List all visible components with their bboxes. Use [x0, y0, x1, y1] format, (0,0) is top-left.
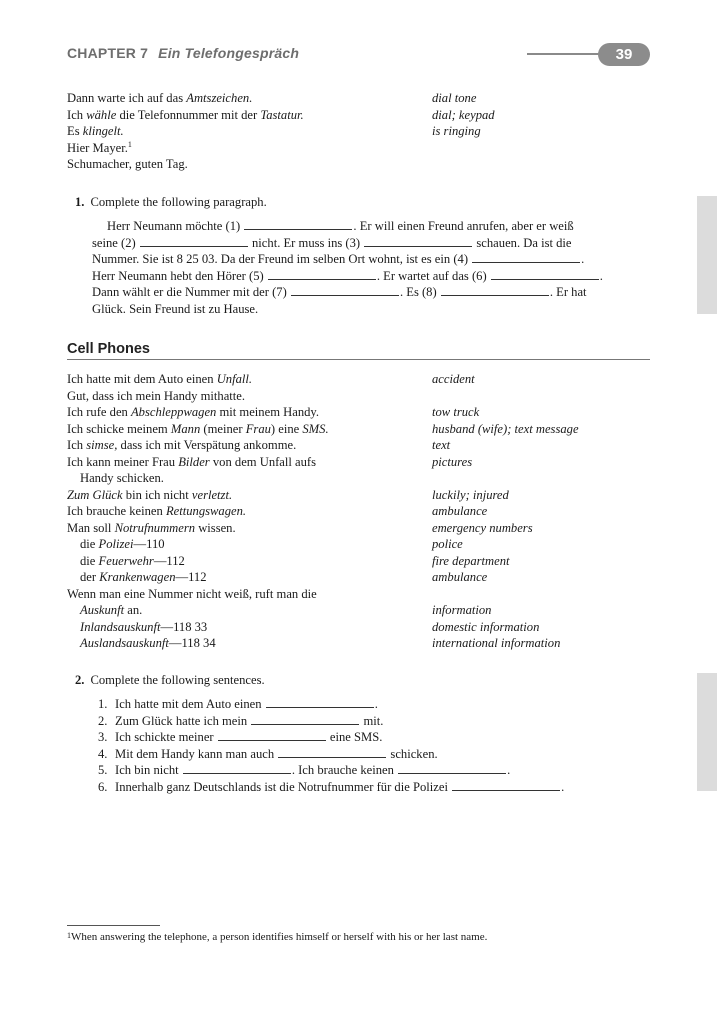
english-gloss: international information — [432, 636, 561, 650]
german-sentence — [67, 388, 245, 405]
english-gloss: luckily; injured — [432, 487, 509, 502]
english-gloss: ambulance — [432, 504, 488, 518]
header-rule — [527, 53, 607, 55]
vocab-term: Rettungswagen. — [165, 504, 247, 518]
vocab-row — [67, 536, 657, 553]
text-run: —118 34 — [168, 636, 216, 650]
answer-blank[interactable] — [398, 762, 506, 774]
answer-blank[interactable] — [268, 268, 376, 280]
footnote-text: When answering the telephone, a person identifies himself or herself with his or her last name. — [71, 931, 488, 943]
text-run: Ich brauche keinen — [67, 504, 166, 518]
vocab-row — [67, 553, 657, 570]
english-gloss: tow truck — [432, 405, 480, 419]
german-sentence — [67, 437, 296, 454]
text-run: Herr Neumann möchte (1) — [107, 219, 244, 233]
text-run: dass ich mit Verspätung ankomme. — [117, 438, 297, 452]
german-sentence — [67, 90, 252, 107]
text-run: an. — [124, 603, 143, 617]
text-run: Ich bin nicht — [115, 763, 182, 777]
item-number: 5. — [98, 763, 108, 777]
vocab-term: wähle — [86, 107, 117, 122]
text-run: die — [80, 553, 99, 568]
text-run: Innerhalb ganz Deutschlands ist die Notrufnummer für die Polizei — [115, 779, 452, 794]
running-header — [67, 45, 299, 61]
vocab-row — [67, 123, 657, 140]
text-run: Dann warte ich auf das — [67, 91, 187, 105]
answer-blank[interactable] — [218, 729, 326, 741]
vocab-row — [67, 107, 657, 124]
exercise-item — [98, 779, 688, 796]
text-run: von dem Unfall aufs — [209, 454, 317, 469]
answer-blank[interactable] — [183, 762, 291, 774]
text-run: . Es (8) — [399, 285, 440, 300]
vocab-term: Bilder — [178, 454, 210, 469]
exercise-number: 2. — [75, 673, 85, 687]
answer-blank[interactable] — [278, 746, 386, 758]
vocab-row — [67, 388, 657, 405]
english-gloss: is ringing — [432, 124, 481, 138]
vocab-term: Amtszeichen. — [186, 91, 253, 105]
exercise-item — [98, 729, 688, 746]
german-sentence — [67, 635, 216, 652]
paragraph-line — [92, 251, 682, 268]
paragraph-line — [92, 235, 682, 252]
vocab-term: simse, — [86, 438, 118, 452]
german-sentence — [67, 520, 236, 537]
paragraph-line — [92, 268, 682, 285]
answer-blank[interactable] — [491, 268, 599, 280]
vocab-row — [67, 454, 657, 471]
german-sentence — [67, 107, 304, 124]
text-run: . Er hat — [549, 285, 587, 300]
exercise-item — [98, 696, 688, 713]
exercise-item — [98, 746, 688, 763]
text-run: —110 — [133, 537, 165, 551]
text-run: —112 — [175, 570, 207, 584]
german-sentence — [67, 371, 252, 388]
text-run: die — [80, 537, 99, 551]
text-run: (meiner — [200, 421, 246, 436]
vocab-row — [67, 437, 657, 454]
english-gloss: husband (wife); text message — [432, 421, 579, 436]
page-number: 39 — [598, 43, 650, 66]
vocab-term: Inlandsauskunft — [80, 619, 161, 634]
footnote-marker: 1 — [67, 931, 71, 940]
vocab-term: Unfall. — [216, 372, 253, 386]
text-run: Dann wählt er die Nummer mit der (7) — [92, 285, 290, 300]
vocab-row — [67, 520, 657, 537]
vocab-term: Feuerwehr — [98, 553, 154, 568]
text-run: der — [80, 570, 100, 584]
text-run: schicken. — [387, 746, 438, 761]
german-sentence — [67, 569, 207, 586]
text-run: wissen. — [195, 520, 236, 535]
vocab-term: Tastatur. — [260, 107, 304, 122]
exercise-1-paragraph — [92, 218, 682, 318]
english-gloss: ambulance — [432, 570, 488, 584]
paragraph-line — [92, 301, 682, 318]
item-number: 3. — [98, 730, 108, 744]
text-run: mit. — [360, 713, 384, 728]
german-sentence — [67, 619, 207, 636]
section-title: Cell Phones — [67, 341, 650, 360]
vocab-term: Polizei — [98, 537, 134, 551]
english-gloss: text — [432, 438, 451, 452]
vocab-term: Frau — [245, 421, 271, 436]
text-run: . — [599, 268, 603, 283]
side-thumb-tab — [697, 673, 717, 791]
text-run: die Telefonnummer mit der — [116, 107, 261, 122]
exercise-number: 1. — [75, 195, 85, 209]
text-run: Ich — [67, 438, 87, 452]
english-gloss: domestic information — [432, 619, 540, 634]
item-number: 1. — [98, 697, 108, 711]
answer-blank[interactable] — [472, 251, 580, 263]
text-run: Ich rufe den — [67, 405, 131, 419]
english-gloss: dial tone — [432, 91, 477, 105]
vocab-list-telephone — [67, 90, 657, 173]
text-run: ) eine — [270, 421, 303, 436]
text-run: Wenn man eine Nummer nicht weiß, ruft man die — [67, 586, 317, 601]
exercise-2-items — [98, 696, 688, 795]
item-number: 4. — [98, 746, 108, 761]
side-thumb-tab — [697, 196, 717, 314]
text-run: Glück. Sein Freund ist zu Hause. — [92, 301, 259, 316]
english-gloss: pictures — [432, 454, 473, 469]
answer-blank[interactable] — [364, 235, 472, 247]
german-sentence — [67, 454, 316, 471]
text-run: seine (2) — [92, 235, 139, 250]
footnote — [67, 931, 487, 943]
vocab-row — [67, 371, 657, 388]
vocab-term: SMS. — [302, 421, 329, 436]
answer-blank[interactable] — [140, 235, 248, 247]
vocab-row — [67, 503, 657, 520]
answer-blank[interactable] — [291, 284, 399, 296]
german-sentence — [67, 536, 165, 553]
text-run: Ich schicke meinem — [67, 421, 171, 436]
answer-blank[interactable] — [251, 713, 359, 725]
vocab-row — [67, 404, 657, 421]
text-run: Herr Neumann hebt den Hörer (5) — [92, 268, 267, 283]
text-run: . — [507, 763, 511, 777]
vocab-term: Krankenwagen — [99, 570, 176, 584]
chapter-label: CHAPTER 7 — [67, 45, 149, 61]
german-sentence — [67, 470, 164, 487]
text-run: Ich kann meiner Frau — [67, 454, 179, 469]
chapter-title: Ein Telefongespräch — [158, 45, 300, 61]
text-run: Zum Glück hatte ich mein — [115, 713, 251, 728]
answer-blank[interactable] — [441, 284, 549, 296]
paragraph-line — [92, 284, 682, 301]
exercise-item — [98, 762, 688, 779]
exercise-instruction: Complete the following paragraph. — [90, 195, 267, 209]
vocab-term: Abschleppwagen — [130, 405, 217, 419]
vocab-row — [67, 602, 657, 619]
german-sentence — [67, 140, 132, 157]
text-run: . — [374, 697, 378, 711]
vocab-row — [67, 635, 657, 652]
vocab-row — [67, 140, 657, 157]
answer-blank[interactable] — [244, 218, 352, 230]
vocab-row — [67, 90, 657, 107]
german-sentence — [67, 503, 246, 520]
vocab-row — [67, 421, 657, 438]
german-sentence — [67, 602, 142, 619]
text-run: . — [581, 252, 585, 267]
text-run: —118 33 — [160, 619, 208, 634]
exercise-1-heading — [75, 195, 267, 210]
text-run: . Ich brauche keinen — [291, 763, 398, 777]
german-sentence — [67, 487, 232, 504]
answer-blank[interactable] — [266, 696, 374, 708]
vocab-row — [67, 619, 657, 636]
answer-blank[interactable] — [452, 779, 560, 791]
footnote-ref: 1 — [127, 139, 132, 149]
german-sentence — [67, 123, 124, 140]
text-run: Ich — [67, 107, 87, 122]
vocab-term: Mann — [170, 421, 201, 436]
german-sentence — [67, 553, 185, 570]
german-sentence — [67, 404, 319, 421]
text-run: Gut, dass ich mein Handy mithatte. — [67, 388, 246, 403]
text-run: . — [561, 779, 565, 794]
text-run: . Er will einen Freund anrufen, aber er weiß — [353, 219, 574, 233]
english-gloss: police — [432, 537, 463, 551]
vocab-row — [67, 569, 657, 586]
exercise-item — [98, 713, 688, 730]
text-run: nicht. Er muss ins (3) — [248, 235, 364, 250]
item-number: 2. — [98, 713, 108, 728]
text-run: eine SMS. — [326, 730, 383, 744]
german-sentence — [67, 421, 329, 438]
text-run: —112 — [153, 553, 185, 568]
text-run: Ich hatte mit dem Auto einen — [115, 697, 265, 711]
exercise-2-heading — [75, 673, 265, 688]
text-run: bin ich nicht — [122, 487, 192, 502]
vocab-list-cell-phones — [67, 371, 657, 652]
text-run: Handy schicken. — [80, 471, 164, 485]
vocab-term: Auskunft — [80, 603, 125, 617]
text-run: Man soll — [67, 520, 115, 535]
text-run: . Er wartet auf das (6) — [376, 268, 490, 283]
vocab-row — [67, 470, 657, 487]
text-run: schauen. Da ist die — [473, 235, 572, 250]
text-run: mit meinem Handy. — [216, 405, 320, 419]
vocab-term: Auslandsauskunft — [80, 636, 169, 650]
item-number: 6. — [98, 779, 108, 794]
vocab-row — [67, 586, 657, 603]
vocab-term: verletzt. — [191, 487, 233, 502]
german-sentence — [67, 156, 188, 173]
vocab-row — [67, 156, 657, 173]
english-gloss: fire department — [432, 553, 510, 568]
exercise-instruction: Complete the following sentences. — [90, 673, 265, 687]
text-run: Nummer. Sie ist 8 25 03. Da der Freund im selben Ort wohnt, ist es ein (4) — [92, 252, 472, 267]
vocab-term: Zum Glück — [67, 487, 123, 502]
footnote-rule — [67, 925, 160, 926]
vocab-term: klingelt. — [82, 124, 124, 138]
text-run: Hier Mayer. — [67, 140, 128, 155]
vocab-row — [67, 487, 657, 504]
text-run: Mit dem Handy kann man auch — [115, 746, 278, 761]
text-run: Ich hatte mit dem Auto einen — [67, 372, 217, 386]
paragraph-line — [92, 218, 682, 235]
german-sentence — [67, 586, 317, 603]
english-gloss: emergency numbers — [432, 520, 533, 535]
english-gloss: accident — [432, 372, 475, 386]
english-gloss: information — [432, 603, 492, 617]
english-gloss: dial; keypad — [432, 107, 495, 122]
vocab-term: Notrufnummern — [114, 520, 196, 535]
text-run: Es — [67, 124, 83, 138]
text-run: Schumacher, guten Tag. — [67, 157, 188, 171]
text-run: Ich schickte meiner — [115, 730, 217, 744]
